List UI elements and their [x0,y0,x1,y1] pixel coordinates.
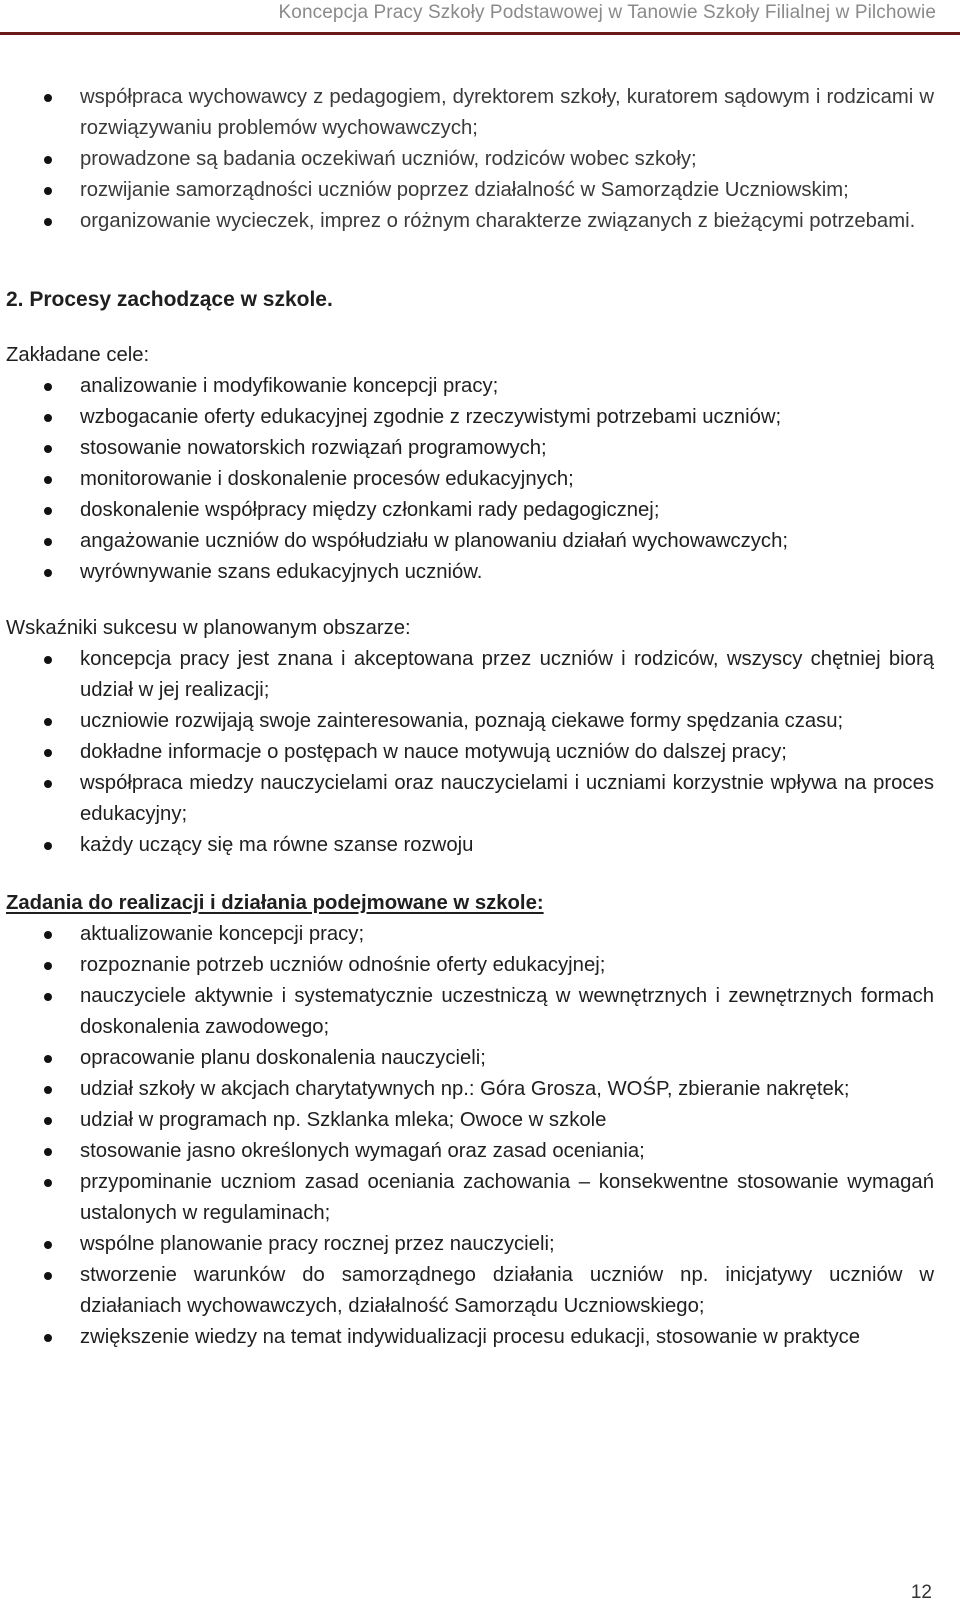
bullet-icon [44,538,52,546]
goals-list [0,371,960,588]
list-item [0,950,960,981]
list-item-text: wspólne planowanie pracy rocznej przez nauczycieli; [80,1233,555,1255]
bullet-icon [44,507,52,515]
list-item-text: aktualizowanie koncepcji pracy; [80,923,365,945]
list-item-text: stosowanie nowatorskich rozwiązań programowych; [80,437,547,459]
bullet-icon [44,842,52,850]
list-item [0,206,960,237]
bullet-icon [44,1272,52,1280]
list-item-text: opracowanie planu doskonalenia nauczycieli; [80,1047,486,1069]
list-item-text: nauczyciele aktywnie i systematycznie uczestniczą w wewnętrznych i zewnętrznych formach doskonalenia zawodowego; [80,985,934,1038]
header-rule [0,32,960,35]
list-item [0,82,960,144]
bullet-icon [44,931,52,939]
bullet-icon [44,383,52,391]
list-item-text: stosowanie jasno określonych wymagań oraz zasad oceniania; [80,1140,645,1162]
list-item-text: udział w programach np. Szklanka mleka; Owoce w szkole [80,1109,607,1131]
bullet-icon [44,993,52,1001]
list-item-text: przypominanie uczniom zasad oceniania zachowania – konsekwentne stosowanie wymagań ustalonych w regulaminach; [80,1171,934,1224]
bullet-icon [44,1334,52,1342]
list-item-text: dokładne informacje o postępach w nauce motywują uczniów do dalszej pracy; [80,741,787,763]
page-number: 12 [910,1582,932,1603]
bullet-icon [44,1086,52,1094]
bullet-icon [44,1241,52,1249]
list-item-text: rozwijanie samorządności uczniów poprzez działalność w Samorządzie Uczniowskim; [80,179,849,201]
list-item [0,144,960,175]
bullet-icon [44,414,52,422]
bullet-icon [44,1148,52,1156]
bullet-icon [44,218,52,226]
list-item [0,1229,960,1260]
list-item [0,737,960,768]
document-title: Koncepcja Pracy Szkoły Podstawowej w Tanowie Szkoły Filialnej w Pilchowie [278,2,936,23]
list-item [0,495,960,526]
bullet-icon [44,156,52,164]
bullet-icon [44,1117,52,1125]
bullet-icon [44,1055,52,1063]
list-item [0,402,960,433]
list-item-text: współpraca wychowawcy z pedagogiem, dyrektorem szkoły, kuratorem sądowym i rodzicami w rozwiązywaniu problemów wychowawczych; [80,86,934,139]
goals-heading: Zakładane cele: [6,344,150,366]
list-item [0,1322,960,1353]
list-item-text: rozpoznanie potrzeb uczniów odnośnie oferty edukacyjnej; [80,954,606,976]
list-item-text: koncepcja pracy jest znana i akceptowana przez uczniów i rodziców, wszyscy chętniej biorą udział w jej realizacji; [80,648,934,701]
list-item-text: współpraca miedzy nauczycielami oraz nauczycielami i uczniami korzystnie wpływa na proces edukacyjny; [80,772,934,825]
list-item-text: uczniowie rozwijają swoje zainteresowania, poznają ciekawe formy spędzania czasu; [80,710,844,732]
list-item [0,1043,960,1074]
bullet-icon [44,187,52,195]
list-item [0,1105,960,1136]
bullet-icon [44,94,52,102]
list-item-text: stworzenie warunków do samorządnego działania uczniów np. inicjatywy uczniów w działaniach wychowawczych, działalność Samorządu Uczniowskiego; [80,1264,934,1317]
intro-list [0,82,960,237]
list-item-text: analizowanie i modyfikowanie koncepcji pracy; [80,375,499,397]
list-item-text: organizowanie wycieczek, imprez o różnym charakterze związanych z bieżącymi potrzebami. [80,210,916,232]
list-item-text: doskonalenie współpracy między członkami rady pedagogicznej; [80,499,660,521]
list-item [0,464,960,495]
list-item-text: monitorowanie i doskonalenie procesów edukacyjnych; [80,468,574,490]
list-item [0,433,960,464]
list-item-text: angażowanie uczniów do współudziału w planowaniu działań wychowawczych; [80,530,788,552]
list-item [0,981,960,1043]
list-item-text: wzbogacanie oferty edukacyjnej zgodnie z rzeczywistymi potrzebami uczniów; [80,406,782,428]
bullet-icon [44,1179,52,1187]
bullet-icon [44,718,52,726]
indicators-heading: Wskaźniki sukcesu w planowanym obszarze: [6,617,411,639]
list-item-text: wyrównywanie szans edukacyjnych uczniów. [80,561,483,583]
list-item [0,768,960,830]
list-item [0,830,960,861]
indicators-list [0,644,960,861]
bullet-icon [44,569,52,577]
bullet-icon [44,656,52,664]
list-item [0,1260,960,1322]
tasks-heading: Zadania do realizacji i działania podejmowane w szkole: [6,892,544,914]
list-item-text: udział szkoły w akcjach charytatywnych np.: Góra Grosza, WOŚP, zbieranie nakrętek; [80,1078,850,1100]
bullet-icon [44,780,52,788]
list-item [0,644,960,706]
list-item [0,706,960,737]
bullet-icon [44,962,52,970]
list-item [0,371,960,402]
list-item-text: prowadzone są badania oczekiwań uczniów, rodziców wobec szkoły; [80,148,697,170]
list-item [0,1167,960,1229]
list-item [0,557,960,588]
page-header [0,0,960,40]
list-item-text: każdy uczący się ma równe szanse rozwoju [80,834,474,856]
tasks-list [0,919,960,1353]
list-item [0,919,960,950]
section-heading: 2. Procesy zachodzące w szkole. [6,288,333,311]
document-body [0,82,960,1353]
list-item [0,1136,960,1167]
list-item [0,175,960,206]
bullet-icon [44,445,52,453]
list-item [0,1074,960,1105]
list-item [0,526,960,557]
list-item-text: zwiększenie wiedzy na temat indywidualizacji procesu edukacji, stosowanie w praktyce [80,1326,861,1348]
bullet-icon [44,476,52,484]
bullet-icon [44,749,52,757]
